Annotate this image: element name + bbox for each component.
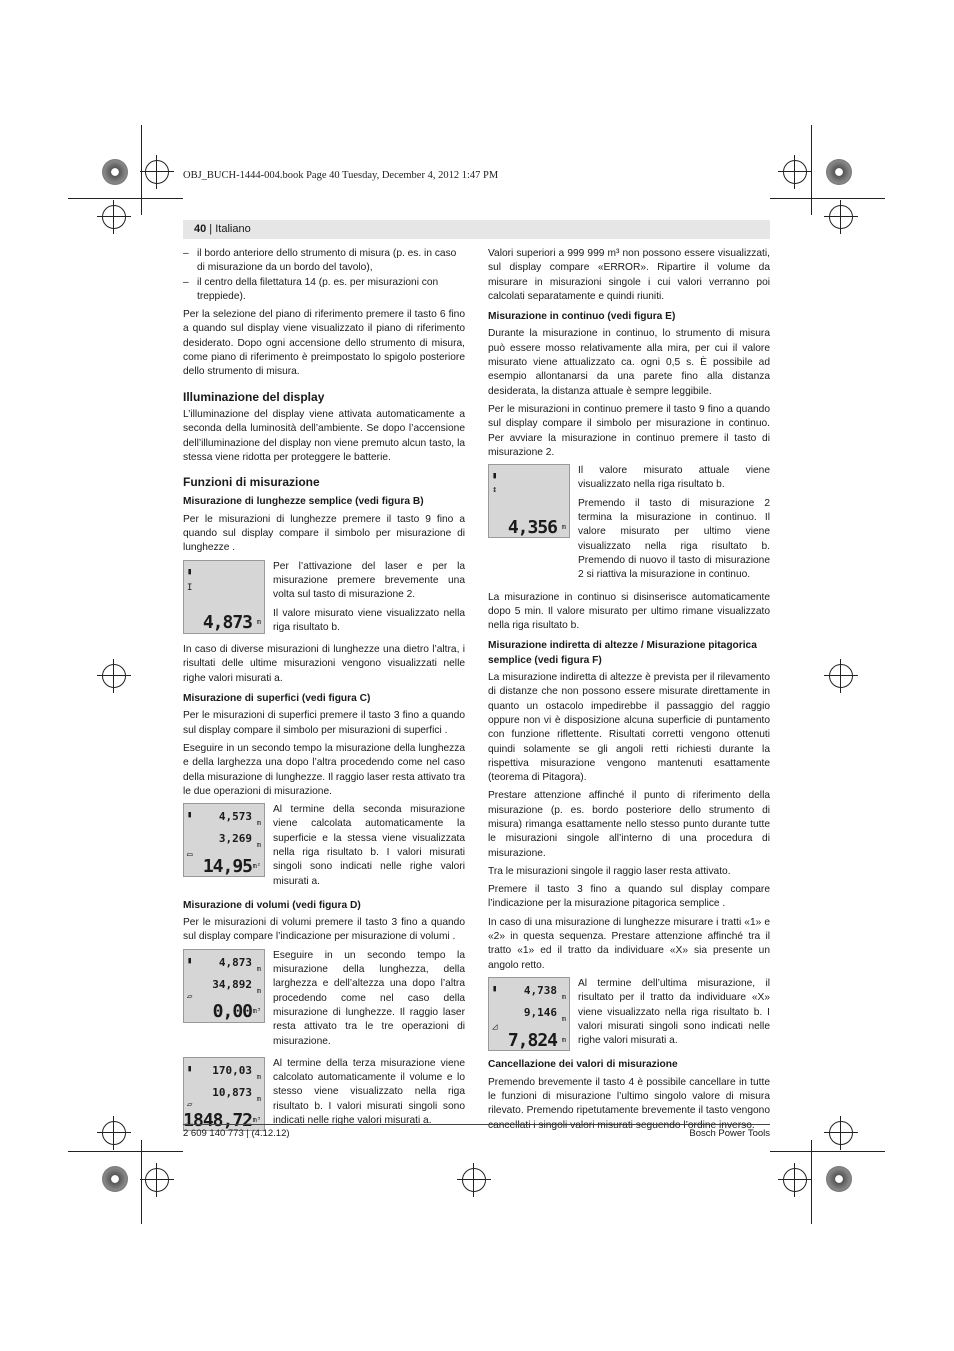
paragraph: Valori superiori a 999 999 m³ non possono essere visualizzati, sul display compare «ERROR». Ripartire il volume da misurare in misurazioni singole i cui valori verranno poi calcolati separatamente e quindi riuniti.	[488, 248, 770, 302]
page-header: 40 | Italiano	[194, 223, 251, 235]
battery-icon: ▮	[187, 1063, 193, 1074]
lcd-display: ▮ ↕ 4,356 m	[488, 464, 570, 538]
registration-mark	[462, 1168, 486, 1192]
lcd-display: ▮ 4,573 m 3,269 m ▭ 14,95 m²	[183, 803, 265, 877]
page-number: 40	[194, 223, 207, 235]
paragraph: Per le misurazioni di volumi premere il tasto 3 fino a quando sul display compare l’indicazione per misurazione di volumi .	[183, 917, 465, 943]
crop-line	[811, 1140, 812, 1224]
crop-line	[68, 198, 183, 199]
area-icon: ▭	[187, 850, 193, 861]
figure-d1: ▮ 4,873 m 34,892 m ▱ 0,00 m³ Eseguire in un secondo tempo la misurazione della lunghezza, della larghezza e dell’altezza una dopo l’altra procedendo come nel caso della misurazione di lunghezze. Il raggio laser resta attivato tra le tre operazioni di misurazione.	[183, 949, 465, 1053]
language-label: Italiano	[215, 223, 251, 235]
figure-b: ▮ I 4,873 m Per l’attivazione del laser e per la misurazione premere brevemente una volta sul tasto di misurazione 2. Il valore misurato viene visualizzato nella riga risultato b.	[183, 560, 465, 639]
paragraph: L’illuminazione del display viene attivata automaticamente a seconda della luminosità dell’ambiente. Se dopo l’accensione dell’illuminazione del display non viene premuto alcun tasto, la stessa viene ridotta per proteggere le batterie.	[183, 408, 465, 463]
continuous-icon: ↕	[492, 485, 498, 496]
registration-mark	[783, 1168, 807, 1192]
figure-f: ▮ 4,738 m 9,146 m ◿ 7,824 m Al termine dell’ultima misurazione, il risultato per il tratto da individuare «X» viene visualizzato nella riga risultato b. I valori misurati singoli sono indicati nelle righe valori misurati a.	[488, 977, 770, 1052]
registration-disc	[826, 1166, 852, 1192]
file-info-line: OBJ_BUCH-1444-004.book Page 40 Tuesday, December 4, 2012 1:47 PM	[183, 170, 499, 181]
battery-icon: ▮	[187, 566, 193, 577]
crop-line	[141, 125, 142, 215]
paragraph: In caso di diverse misurazioni di lunghezze una dietro l’altra, i risultati delle ultime misurazioni vengono visualizzati nelle righe valori misurati a.	[183, 644, 465, 684]
registration-mark	[102, 664, 126, 688]
right-column	[488, 247, 770, 1137]
page-footer	[183, 1124, 770, 1139]
paragraph: La misurazione in continuo si disinserisce automaticamente dopo 5 min. Il valore misurato per ultimo rimane visualizzato nella riga risultato b.	[488, 591, 770, 632]
volume-icon: ▱	[187, 991, 193, 1002]
registration-mark	[102, 1121, 126, 1145]
registration-mark	[783, 160, 807, 184]
registration-mark	[145, 160, 169, 184]
crop-line	[770, 1151, 885, 1152]
paragraph: Per la selezione del piano di riferimento premere il tasto 6 fino a quando sul display viene visualizzato il piano di riferimento desiderato. Dopo ogni accensione dello strumento di misura, come piano di riferimento è preimpostato lo spigolo posteriore dello strumento di misura.	[183, 309, 465, 378]
registration-disc	[102, 1166, 128, 1192]
paragraph: In caso di una misurazione di lunghezze misurare i tratti «1» e «2» in questa sequenza. Prestare attenzione affinché tra il tratto «1» ed il tratto da individuare «X» sia presente un angolo retto.	[488, 916, 770, 971]
subsection-heading: Misurazione di lunghezze semplice (vedi figura B)	[183, 496, 424, 508]
paragraph: Per le misurazioni di superfici premere il tasto 3 fino a quando sul display compare il simbolo per misurazioni di superfici .	[183, 710, 465, 736]
pythagoras-icon: ◿	[492, 1021, 498, 1032]
registration-disc	[102, 159, 128, 185]
paragraph: Premendo brevemente il tasto 4 è possibile cancellare in tutte le funzioni di misurazione l’ultimo singolo valore di misura rilevato. Premendo ripetutamente brevemente il tasto vengono cancellati i singoli valori misurati seguendo l’ordine inverso.	[488, 1076, 770, 1131]
paragraph: Per le misurazioni di lunghezze premere il tasto 9 fino a quando sul display compare il simbolo per misurazione di lunghezze .	[183, 513, 465, 554]
crop-line	[811, 125, 812, 215]
paragraph: Premere il tasto 3 fino a quando sul display compare l’indicazione per la misurazione pitagorica semplice .	[488, 884, 770, 910]
crop-line	[141, 1140, 142, 1224]
subsection-heading: Cancellazione dei valori di misurazione	[488, 1059, 678, 1071]
left-column	[183, 247, 465, 1136]
figure-e: ▮ ↕ 4,356 m Il valore misurato attuale viene visualizzato nella riga risultato b. Premendo il tasto di misurazione 2 termina la misurazione in continuo. Il valore misurato per ultimo viene visualizzato nella riga risultato b. Premendo di nuovo il tasto di misurazione 2 si riattiva la misurazione in continuo.	[488, 464, 770, 586]
figure-c: ▮ 4,573 m 3,269 m ▭ 14,95 m² Al termine della seconda misurazione viene calcolata automaticamente la superficie e la stessa viene visualizzata nella riga risultato b. I valori misurati singoli sono indicati nelle righe valori misurati a.	[183, 803, 465, 893]
lcd-display: ▮ 170,03 m 10,873 m ▱ 1848,72 m³	[183, 1057, 265, 1131]
subsection-heading: Misurazione in continuo (vedi figura E)	[488, 311, 676, 323]
paragraph: Durante la misurazione in continuo, lo strumento di misura può essere mosso relativamente alla mira, per cui il valore misurato viene attualizzato ca. ogni 0,5 s. È possibile ad esempio allontanarsi da una parete fino alla distanza desiderata, la distanza attuale è sempre leggibile.	[488, 328, 770, 397]
lcd-display: ▮ 4,873 m 34,892 m ▱ 0,00 m³	[183, 949, 265, 1023]
list-item: – il bordo anteriore dello strumento di misura (p. es. in caso di misurazione da un bordo del tavolo),	[183, 248, 457, 274]
crop-line	[68, 1151, 183, 1152]
registration-mark	[102, 205, 126, 229]
lcd-display: ▮ 4,738 m 9,146 m ◿ 7,824 m	[488, 977, 570, 1051]
registration-mark	[829, 664, 853, 688]
list-item: – il centro della filettatura 14 (p. es. per misurazioni con treppiede).	[183, 276, 439, 302]
figure-d2: ▮ 170,03 m 10,873 m ▱ 1848,72 m³ Al termine della terza misurazione viene calcolato automaticamente il volume e lo stesso viene visualizzato nella riga risultato b. I valori misurati singoli sono indicati nelle righe valori misurati a.	[183, 1057, 465, 1131]
registration-mark	[829, 1121, 853, 1145]
paragraph: Prestare attenzione affinché il punto di riferimento della misurazione (p. es. bordo posteriore dello strumento di misura) rimanga esattamente nello stesso punto durante tutte le misurazioni singole all’interno di una procedura di misurazione.	[488, 790, 770, 859]
section-heading: Illuminazione del display	[183, 389, 325, 404]
subsection-heading: Misurazione indiretta di altezze / Misurazione pitagorica semplice (vedi figura F)	[488, 640, 757, 666]
section-heading: Funzioni di misurazione	[183, 475, 320, 490]
registration-mark	[145, 1168, 169, 1192]
battery-icon: ▮	[492, 983, 498, 994]
registration-disc	[826, 159, 852, 185]
paragraph: Eseguire in un secondo tempo la misurazione della lunghezza e della larghezza una dopo l’altra procedendo come nel caso della misurazione di lunghezze. Il raggio laser resta attivato tra le due operazioni di misurazione.	[183, 742, 466, 797]
crop-line	[770, 198, 885, 199]
part-number: 2 609 140 773 | (4.12.12)	[183, 1128, 290, 1139]
publisher: Bosch Power Tools	[689, 1128, 770, 1139]
registration-mark	[829, 205, 853, 229]
battery-icon: ▮	[187, 955, 193, 966]
battery-icon: ▮	[492, 471, 498, 482]
paragraph: Tra le misurazioni singole il raggio laser resta attivato.	[488, 865, 731, 877]
battery-icon: ▮	[187, 810, 193, 821]
subsection-heading: Misurazione di superfici (vedi figura C)	[183, 693, 371, 705]
lcd-display: ▮ I 4,873 m	[183, 560, 265, 634]
paragraph: La misurazione indiretta di altezze è prevista per il rilevamento di distanze che non possono essere misurate direttamente in quanto un ostacolo impedirebbe il passaggio del raggio oppure non vi è disposizione alcuna superficie di puntamento con funzione riflettente. Risultati corretti vengono ottenuti quindi solamente se gli angoli retti richiesti durante la rispettiva misurazione vengono mantenuti esattamente (teorema di Pitagora).	[488, 672, 770, 784]
header-bar	[183, 220, 770, 239]
volume-icon: ▱	[187, 1099, 193, 1110]
length-icon: I	[187, 582, 193, 593]
paragraph: Per le misurazioni in continuo premere il tasto 9 fino a quando sul display compare il simbolo per misurazione in continuo. Per avviare la misurazione in continuo premere il tasto di misurazione 2.	[488, 403, 770, 458]
subsection-heading: Misurazione di volumi (vedi figura D)	[183, 899, 361, 911]
